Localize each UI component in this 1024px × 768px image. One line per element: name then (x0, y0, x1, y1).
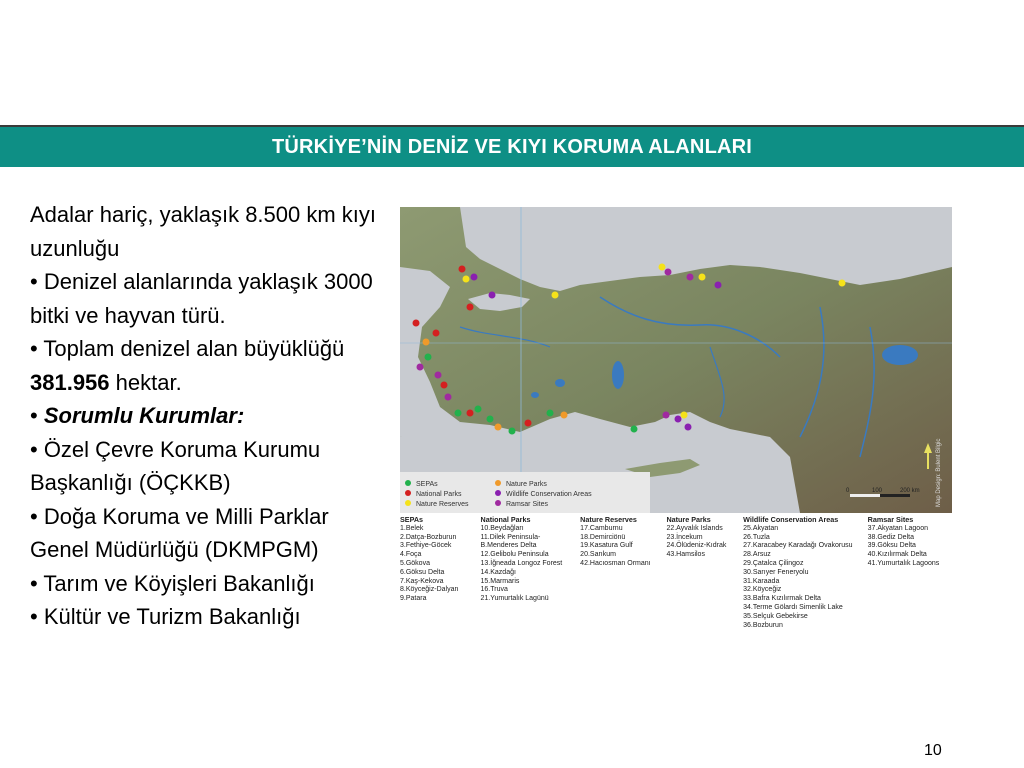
legend-label-nature-park: Nature Parks (506, 481, 547, 488)
legend-swatch-sepa (405, 480, 411, 486)
scale-label-200: 200 km (900, 488, 920, 494)
map-legend (400, 472, 650, 513)
table-item: 32.Köyceğiz (743, 586, 782, 594)
table-column-header: Nature Reserves (580, 515, 637, 524)
marker-ramsar (663, 412, 670, 419)
table-item: 22.Ayvalık Islands (666, 524, 723, 532)
turkey-protected-areas-map (400, 207, 952, 513)
table-column-header: Wildlife Conservation Areas (743, 515, 839, 524)
legend-label-ramsar: Ramsar Sites (506, 501, 549, 508)
table-item: 31.Karaada (743, 577, 780, 585)
marker-sepa (631, 426, 638, 433)
table-item: 23.İncekum (666, 533, 703, 541)
table-item: 26.Tuzla (743, 533, 770, 541)
marker-sepa (547, 410, 554, 417)
table-item: 1.Belek (400, 524, 424, 532)
marker-national-park (525, 420, 532, 427)
bullet: • (30, 403, 44, 428)
legend-swatch-nature-reserve (405, 500, 411, 506)
scale-label-0: 0 (846, 488, 850, 494)
table-item: 28.Arsuz (743, 551, 771, 559)
marker-wildlife (675, 416, 682, 423)
area-unit: hektar. (109, 369, 182, 395)
table-item: 19.Kasatura Gulf (580, 542, 633, 550)
table-item: B.Menderes Delta (480, 542, 537, 550)
legend-label-nature-reserve: Nature Reserves (416, 501, 469, 508)
title-bar (0, 127, 1024, 167)
legend-swatch-national-park (405, 490, 411, 496)
scale-bar-half (850, 494, 880, 497)
table-item: 24.Ölüdeniz-Kıdrak (666, 542, 727, 550)
table-column (868, 516, 952, 636)
area-text: • Toplam denizel alan büyüklüğü (30, 336, 345, 361)
institutions-label: Sorumlu Kurumlar: (43, 403, 245, 428)
institution-3: • Tarım ve Köyişleri Bakanlığı (30, 570, 315, 596)
institution-4: • Kültür ve Turizm Bakanlığı (30, 604, 301, 629)
lake-2 (531, 392, 539, 398)
table-item: 20.Sarıkum (580, 551, 616, 559)
map-credit: Map Design: Bulent Bilgic (936, 438, 942, 507)
table-item: 38.Gediz Delta (867, 533, 914, 541)
marker-national-park (467, 304, 474, 311)
table-item: 9.Patara (400, 595, 427, 603)
slide-title: TÜRKİYE’NİN DENİZ VE KIYI KORUMA ALANLARI (271, 135, 753, 158)
table-item: 33.Bafra Kızılırmak Delta (743, 595, 821, 603)
marker-national-park (413, 320, 420, 327)
table-item: 36.Bozburun (743, 621, 783, 629)
marker-sepa (425, 354, 432, 361)
table-column (580, 516, 666, 636)
marker-nature-reserve (659, 264, 666, 271)
tuz-lake (612, 361, 624, 389)
legend-swatch-ramsar (495, 500, 501, 506)
table-item: 16.Truva (480, 586, 508, 594)
table-item: 15.Marmaris (480, 577, 520, 585)
table-item: 11.Dilek Peninsula- (480, 533, 541, 541)
legend-label-national-park: National Parks (416, 491, 462, 498)
institution-1: • Özel Çevre Koruma Kurumu Başkanlığı (ÖÇKKB) (30, 436, 321, 495)
table-column (481, 516, 581, 636)
area-bullet (30, 332, 390, 399)
institutions-heading (30, 399, 390, 433)
marker-nature-reserve (699, 274, 706, 281)
marker-nature-park (495, 424, 502, 431)
marker-national-park (441, 382, 448, 389)
table-item: 41.Yumurtalık Lagoons (867, 559, 940, 567)
marker-sepa (509, 428, 516, 435)
table-column (666, 516, 743, 636)
legend-label-wildlife: Wildlife Conservation Areas (506, 491, 592, 498)
legend-swatch-wildlife (495, 490, 501, 496)
van-lake (882, 345, 918, 365)
table-item: 43.Hamsilos (666, 551, 705, 559)
protected-areas-table (400, 516, 952, 636)
table-item: 4.Foça (400, 551, 422, 559)
marker-nature-reserve (552, 292, 559, 299)
marker-sepa (475, 406, 482, 413)
table-column-header: Ramsar Sites (867, 515, 914, 524)
table-item: 14.Kazdağı (480, 568, 516, 576)
table-item: 13.İğneada Longoz Forest (480, 559, 563, 567)
marker-wildlife (715, 282, 722, 289)
map-graphic (400, 207, 952, 513)
table-item: 39.Göksu Delta (867, 542, 916, 550)
marker-ramsar (435, 372, 442, 379)
marker-sepa (455, 410, 462, 417)
table-item: 6.Göksu Delta (400, 568, 445, 576)
institution-2: • Doğa Koruma ve Milli Parklar Genel Müdürlüğü (DKMPGM) (30, 503, 329, 562)
table-item: 18.Demirciönü (580, 533, 626, 541)
marker-sepa (487, 416, 494, 423)
table-item: 10.Beydağları (480, 524, 524, 532)
marker-national-park (459, 266, 466, 273)
table-column-header: SEPAs (400, 515, 424, 524)
table-item: 29.Çatalca Çilingoz (743, 559, 804, 567)
marker-wildlife (685, 424, 692, 431)
table-item: 21.Yumurtalık Lagünü (480, 595, 549, 603)
table-item: 2.Datça-Bozburun (400, 533, 457, 541)
marker-nature-reserve (463, 276, 470, 283)
marker-wildlife (471, 274, 478, 281)
table-item: 12.Gelibolu Peninsula (480, 551, 549, 559)
coast-length-text: Adalar hariç, yaklaşık 8.500 km kıyı uzunluğu (30, 202, 377, 261)
table-item: 42.Hacıosman Ormanı (580, 559, 651, 567)
legend-swatch-nature-park (495, 480, 501, 486)
marker-nature-park (561, 412, 568, 419)
table-column-header: Nature Parks (666, 515, 711, 524)
table-item: 8.Köyceğiz-Dalyan (400, 586, 459, 594)
lake-1 (555, 379, 565, 387)
marker-national-park (433, 330, 440, 337)
table-item: 3.Fethiye-Göcek (400, 542, 452, 550)
table-item: 17.Camburnu (580, 524, 623, 532)
legend-label-sepa: SEPAs (416, 481, 438, 488)
scale-label-100: 100 (872, 488, 883, 494)
table-item: 40.Kızılırmak Delta (867, 551, 927, 559)
table-column-header: National Parks (480, 515, 531, 524)
marker-nature-park (423, 339, 430, 346)
body-text (30, 198, 390, 634)
table-column (743, 516, 868, 636)
marker-ramsar (665, 269, 672, 276)
table-item: 34.Terme Gölardı Simenlik Lake (743, 603, 843, 611)
marker-nature-reserve (839, 280, 846, 287)
marker-ramsar (445, 394, 452, 401)
marker-wildlife (489, 292, 496, 299)
page-number: 10 (924, 742, 942, 759)
table-item: 27.Karacabey Karadağı Ovakorusu (743, 542, 853, 550)
table-item: 5.Gökova (400, 559, 430, 567)
table-item: 7.Kaş-Kekova (400, 577, 444, 585)
marker-ramsar (417, 364, 424, 371)
marker-national-park (467, 410, 474, 417)
table-item: 37.Akyatan Lagoon (867, 524, 928, 532)
species-bullet: • Denizel alanlarında yaklaşık 3000 bitki ve hayvan türü. (30, 269, 373, 328)
area-value: 381.956 (30, 369, 110, 395)
table-column (400, 516, 481, 636)
table-item: 35.Selçuk Gebekirse (743, 612, 808, 620)
table-item: 25.Akyatan (743, 524, 779, 532)
marker-nature-reserve (681, 412, 688, 419)
table-item: 30.Sarıyer Feneryolu (743, 568, 809, 576)
marker-ramsar (687, 274, 694, 281)
